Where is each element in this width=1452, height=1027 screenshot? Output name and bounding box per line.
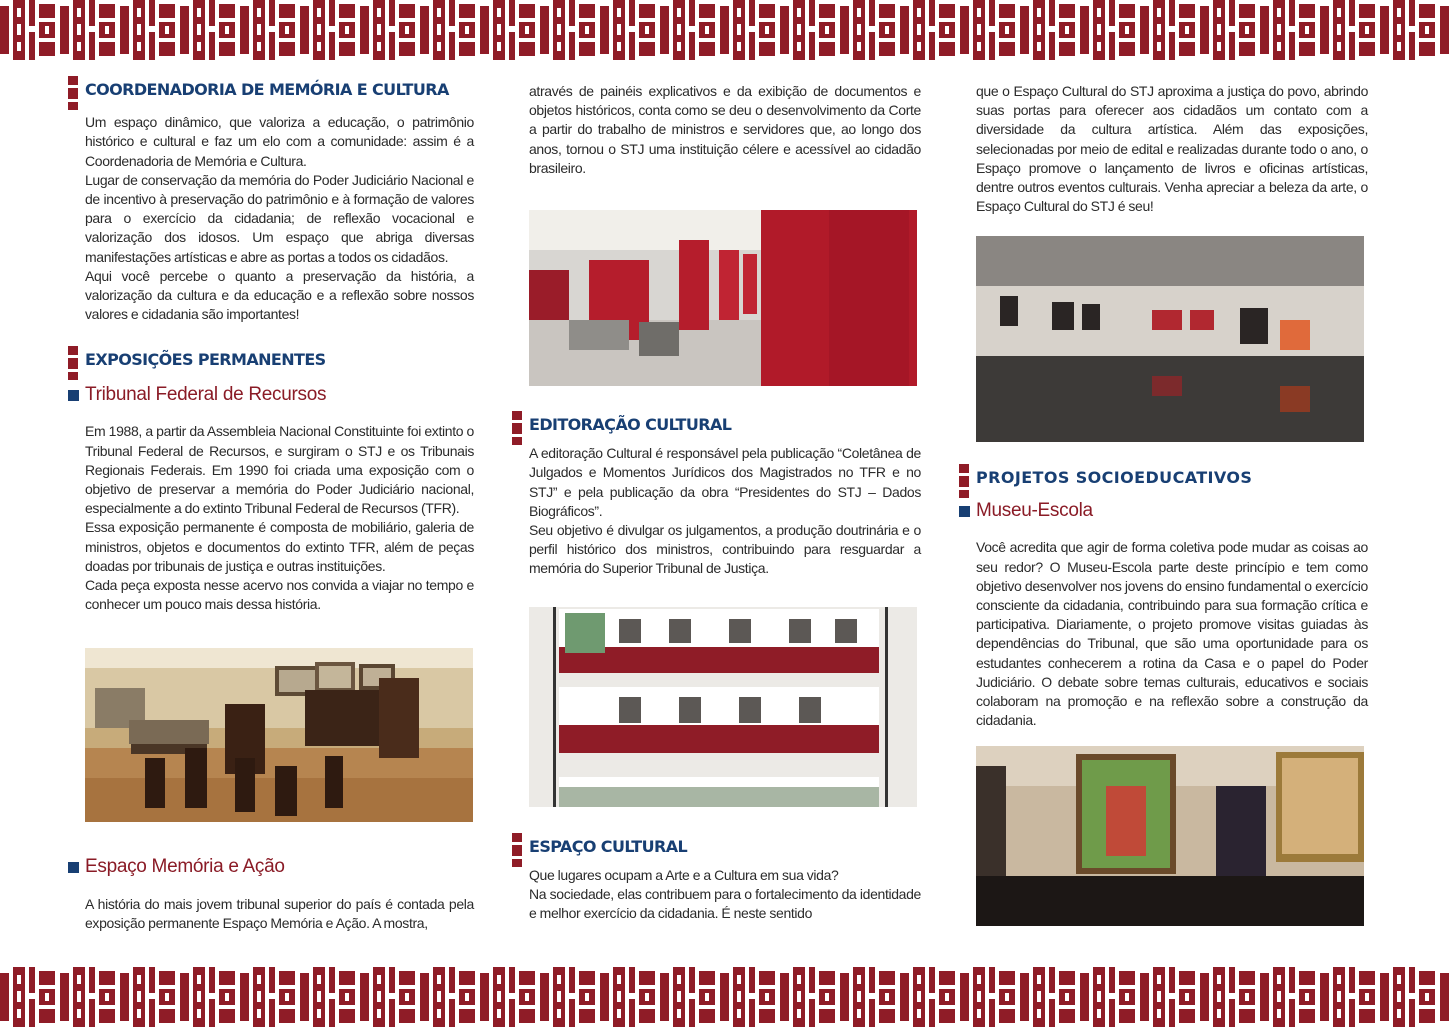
paragraph: A editoração Cultural é responsável pela publicação “Coletânea de Julgados e Momentos Jurídicos dos Magistrados no TFR e no STJ” e pela publicação da obra “Presidentes do STJ – Dados Biográficos”. [529,445,921,519]
paragraph: Seu objetivo é divulgar os julgamentos, a produção doutrinária e o perfil histórico dos ministros, contribuindo para resguardar a memória do Superior Tribunal de Justiça. [529,522,921,577]
band-pattern-bottom [0,967,1452,1027]
section-heading-espaco-cultural [512,833,921,856]
paragraph: Aqui você percebe o quanto a preservação da história, a valorização da cultura e da educação e a reflexão sobre nossos valores e cidadania são importantes! [85,267,474,323]
museu-escola-text [976,538,1368,730]
column-right [959,76,1368,926]
paragraph: Cada peça exposta nesse acervo nos convida a viajar no tempo e conhecer um pouco mais dessa história. [85,577,474,613]
photo-museu-escola-visit [976,746,1364,926]
coordenadoria-text [85,113,474,324]
paragraph: através de painéis explicativos e da exibição de documentos e objetos históricos, conta como se deu o desenvolvimento da Corte a partir do trabalho de ministros e servidores que, ao longo dos anos, tornou o STJ uma instituição célere e acessível ao cidadão brasileiro. [529,83,921,176]
section-title: ESPAÇO CULTURAL [529,836,688,856]
paragraph: Que lugares ocupam a Arte e a Cultura em sua vida? [529,866,839,883]
column-middle [512,76,921,923]
decorative-band-top [0,0,1452,60]
tfr-text [85,422,474,614]
heading-marker-icon [512,411,522,448]
square-bullet-icon [959,506,970,517]
subheading-title: Espaço Memória e Ação [85,856,285,878]
square-bullet-icon [68,862,79,873]
section-title: EDITORAÇÃO CULTURAL [529,415,732,435]
section-heading-coordenadoria [68,76,474,99]
heading-marker-icon [512,833,522,870]
band-pattern-top [0,0,1452,60]
section-title: EXPOSIÇÕES PERMANENTES [85,350,326,370]
section-heading-projetos [959,464,1368,487]
paragraph: Lugar de conservação da memória do Poder Judiciário Nacional e de incentivo à preservação do patrimônio e à formação de valores para o exercício da cidadania; de reflexão vocacional e valorização dos idosos. Um espaço que abriga diversas manifestações artísticas e abre as portas a todos os cidadãos. [85,171,474,265]
photo-book-shelf [529,607,917,807]
espaco-memoria-continuation [529,82,921,178]
photo-tfr-courtroom [85,648,473,822]
paragraph: que o Espaço Cultural do STJ aproxima a justiça do povo, abrindo suas portas para oferecer aos cidadãos um contato com a diversidade da cultura artística. Além das exposições, selecionadas por meio de edital e realizadas durante todo o ano, o Espaço promove o lançamento de livros e oficinas artísticas, dentre outros eventos culturais. Venha apreciar a beleza da arte, o Espaço Cultural do STJ é seu! [976,83,1368,215]
editoracao-text [529,444,921,578]
section-heading-exposicoes [68,346,474,369]
subheading-museu-escola [959,500,1368,523]
paragraph: Na sociedade, elas contribuem para o fortalecimento da identidade e melhor exercício da cidadania. É neste sentido [529,886,921,922]
subheading-title: Tribunal Federal de Recursos [85,383,327,405]
heading-marker-icon [959,464,969,501]
decorative-band-bottom [0,967,1452,1027]
heading-marker-icon [68,76,78,113]
espaco-memoria-text [85,895,474,933]
subheading-espaco-memoria [68,856,474,879]
section-title: COORDENADORIA DE MEMÓRIA E CULTURA [85,80,449,99]
paragraph: Em 1988, a partir da Assembleia Nacional Constituinte foi extinto o Tribunal Federal de Recursos, e surgiram o STJ e os Tribunais Regionais Federais. Em 1990 foi criada uma exposição com o objetivo de preservar a memória do Poder Judiciário nacional, especialmente a do extinto Tribunal Federal de Recursos (TFR). [85,423,474,517]
paragraph: Essa exposição permanente é composta de mobiliário, galeria de ministros, objetos e documentos do extinto TFR, além de peças doadas por tribunais de justiça e outras instituições. [85,519,474,574]
section-heading-editoracao [512,411,921,434]
photo-art-gallery [976,236,1364,442]
heading-marker-icon [68,346,78,383]
square-bullet-icon [68,390,79,401]
espaco-cultural-continuation [976,82,1368,216]
paragraph: Um espaço dinâmico, que valoriza a educação, o patrimônio histórico e cultural e faz um elo com a comunidade: assim é a Coordenadoria de Memória e Cultura. [85,114,474,169]
paragraph: Você acredita que agir de forma coletiva pode mudar as coisas ao seu redor? O Museu-Escola parte deste princípio e tem como objetivo desenvolver nos jovens do ensino fundamental o exercício consciente da cidadania, contribuindo para sua formação crítica e participativa. Diariamente, o projeto promove visitas guiadas às dependências do Tribunal, que são uma oportunidade para os estudantes conhecerem a rotina da Casa e o papel do Poder Judiciário. O debate sobre temas culturais, educativos e sociais colaboram na promoção e na reflexão sobre a construção da cidadania. [976,539,1368,729]
column-left [68,76,474,934]
espaco-cultural-text [529,866,921,924]
subheading-tfr [68,384,474,407]
photo-exhibition-hall [529,210,917,386]
section-title: PROJETOS SOCIOEDUCATIVOS [976,468,1253,488]
paragraph: A história do mais jovem tribunal superior do país é contada pela exposição permanente Espaço Memória e Ação. A mostra, [85,896,474,932]
subheading-title: Museu-Escola [976,499,1093,521]
